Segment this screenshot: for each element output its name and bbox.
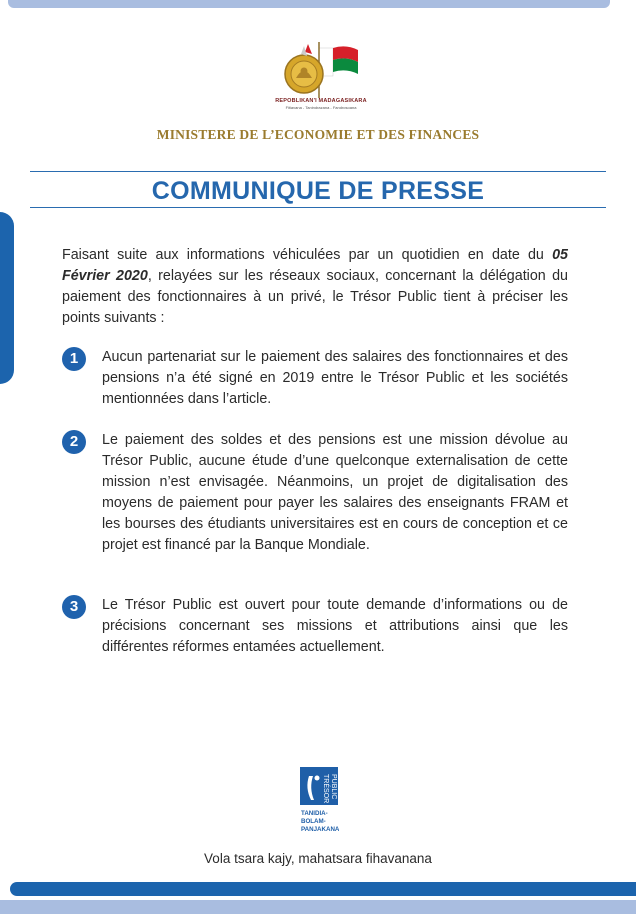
list-item-text: Le Trésor Public est ouvert pour toute demande d’informations ou de précisions concernant ses missions et attributions ainsi que les différentes réformes entamées actuellement.: [102, 597, 568, 655]
intro-text-end: , relayées sur les réseaux sociaux, concernant la délégation du paiement des fonctionnaires à un privé, le Trésor Public tient à préciser les points suivants :: [62, 268, 568, 326]
title-bottom-rule: [30, 207, 606, 208]
page-title: COMMUNIQUE DE PRESSE: [151, 177, 485, 205]
bottom-decorative-band: [0, 900, 636, 914]
svg-text:TANIDIA-: TANIDIA-: [301, 810, 328, 817]
svg-text:PUBLIC: PUBLIC: [330, 774, 337, 800]
svg-text:TRÉSOR: TRÉSOR: [322, 774, 329, 804]
intro-date: 05 Février 2020: [62, 247, 568, 284]
svg-text:BOLAM-: BOLAM-: [301, 818, 326, 825]
list-item-text: Le paiement des soldes et des pensions est une mission dévolue au Trésor Public, aucune étude d’une quelconque externalisation de cette mission n’est envisagée. Néanmoins, un projet de digitalisation des moyens de paiement pour payer les salaires des enseignants FRAM et les bourses des étudiants universitaires est en cours de conception et ce projet est financé par la Banque Mondiale.: [102, 432, 568, 553]
left-decorative-tab: [0, 212, 14, 384]
number-badge: 1: [62, 347, 86, 371]
list-item: [62, 430, 568, 556]
intro-text-start: Faisant suite aux informations véhiculées par un quotidien en date du: [62, 247, 553, 263]
bottom-decorative-bar: [10, 882, 636, 896]
list-item: [62, 595, 568, 658]
title-top-rule: [30, 171, 606, 172]
emblem-subcaption: Fitiavana - Tanindrazana - Fandrosoana: [285, 105, 357, 110]
top-decorative-bar: [8, 0, 610, 8]
intro-paragraph: [62, 245, 568, 329]
list-item: [62, 347, 568, 410]
svg-text:PANJAKANA: PANJAKANA: [301, 826, 339, 833]
ministry-heading: MINISTERE DE L’ECONOMIE ET DES FINANCES: [156, 127, 480, 142]
list-item-text: Aucun partenariat sur le paiement des salaires des fonctionnaires et des pensions n’a été signé en 2019 entre le Trésor Public et les sociétés mentionnées dans l’article.: [102, 349, 568, 407]
number-badge: 3: [62, 595, 86, 619]
number-badge: 2: [62, 430, 86, 454]
tresor-public-logo-icon: [299, 766, 339, 836]
emblem-caption: REPOBLIKAN'I MADAGASIKARA: [275, 98, 367, 104]
footer-motto: Vola tsara kajy, mahatsara fihavanana: [204, 851, 432, 866]
